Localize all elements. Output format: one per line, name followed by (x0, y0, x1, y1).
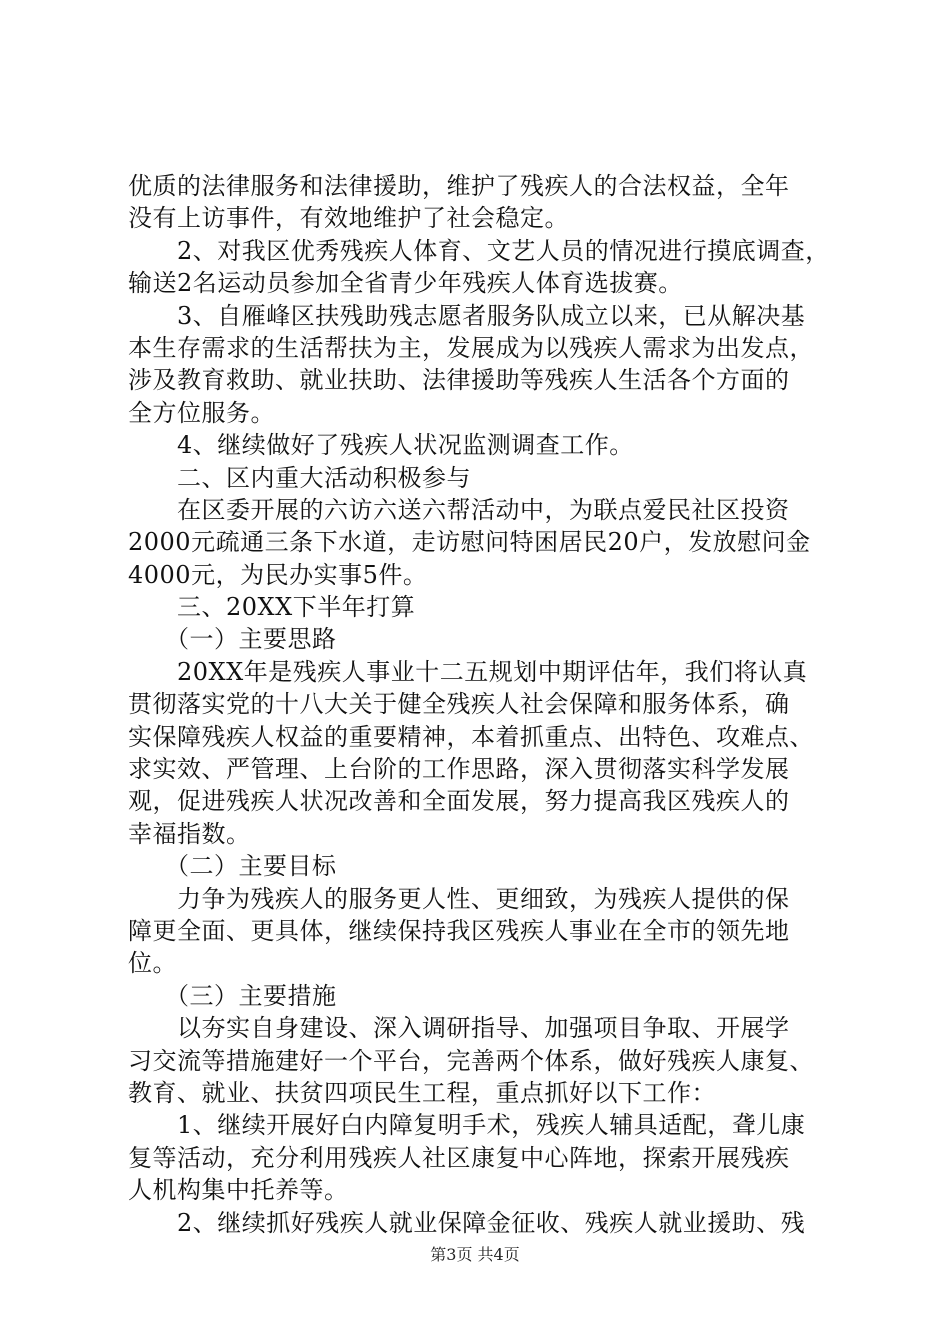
text-line: 2、对我区优秀残疾人体育、文艺人员的情况进行摸底调查， (128, 236, 830, 265)
text-line: 优质的法律服务和法律援助，维护了残疾人的合法权益，全年 (128, 172, 790, 200)
text-line: 习交流等措施建好一个平台，完善两个体系，做好残疾人康复、 (128, 1046, 814, 1075)
text-line: 20XX年是残疾人事业十二五规划中期评估年，我们将认真 (128, 657, 808, 686)
text-line: 没有上访事件，有效地维护了社会稳定。 (128, 204, 569, 233)
text-line: 力争为残疾人的服务更人性、更细致，为残疾人提供的保 (128, 884, 790, 913)
text-line: 实保障残疾人权益的重要精神，本着抓重点、出特色、攻难点、 (128, 722, 814, 751)
text-line: 4、继续做好了残疾人状况监测调查工作。 (128, 431, 634, 460)
text-line: （三）主要措施 (128, 981, 337, 1010)
text-line: 2、继续抓好残疾人就业保障金征收、残疾人就业援助、残 (128, 1208, 806, 1237)
text-line: 输送2名运动员参加全省青少年残疾人体育选拔赛。 (128, 269, 683, 298)
text-line: 在区委开展的六访六送六帮活动中，为联点爱民社区投资 (128, 495, 790, 524)
text-line: 人机构集中托养等。 (128, 1176, 349, 1205)
text-line: 三、20XX下半年打算 (128, 593, 416, 622)
text-line: 涉及教育救助、就业扶助、法律援助等残疾人生活各个方面的 (128, 366, 790, 395)
text-line: 3、自雁峰区扶残助残志愿者服务队成立以来，已从解决基 (128, 301, 806, 330)
text-line: （二）主要目标 (128, 852, 337, 881)
text-line: 4000元，为民办实事5件。 (128, 560, 428, 589)
text-line: 教育、就业、扶贫四项民生工程，重点抓好以下工作： (128, 1078, 716, 1107)
text-line: （一）主要思路 (128, 625, 337, 654)
text-line: 2000元疏通三条下水道，走访慰问特困居民20户，发放慰问金 (128, 528, 811, 557)
text-line: 1、继续开展好白内障复明手术，残疾人辅具适配，聋儿康 (128, 1111, 806, 1140)
text-line: 观，促进残疾人状况改善和全面发展，努力提高我区残疾人的 (128, 787, 790, 816)
text-line: 求实效、严管理、上台阶的工作思路，深入贯彻落实科学发展 (128, 755, 790, 784)
text-line: 幸福指数。 (128, 819, 251, 848)
page-footer: 第3页 共4页 (430, 1245, 520, 1264)
text-line: 本生存需求的生活帮扶为主，发展成为以残疾人需求为出发点， (128, 333, 814, 362)
text-line: 贯彻落实党的十八大关于健全残疾人社会保障和服务体系，确 (128, 690, 790, 719)
text-line: 位。 (128, 949, 177, 978)
document-body (128, 170, 828, 1239)
text-line: 二、区内重大活动积极参与 (128, 463, 471, 492)
text-line: 以夯实自身建设、深入调研指导、加强项目争取、开展学 (128, 1014, 790, 1043)
text-line: 复等活动，充分利用残疾人社区康复中心阵地，探索开展残疾 (128, 1143, 790, 1172)
text-line: 全方位服务。 (128, 398, 275, 427)
text-line: 障更全面、更具体，继续保持我区残疾人事业在全市的领先地 (128, 916, 790, 945)
